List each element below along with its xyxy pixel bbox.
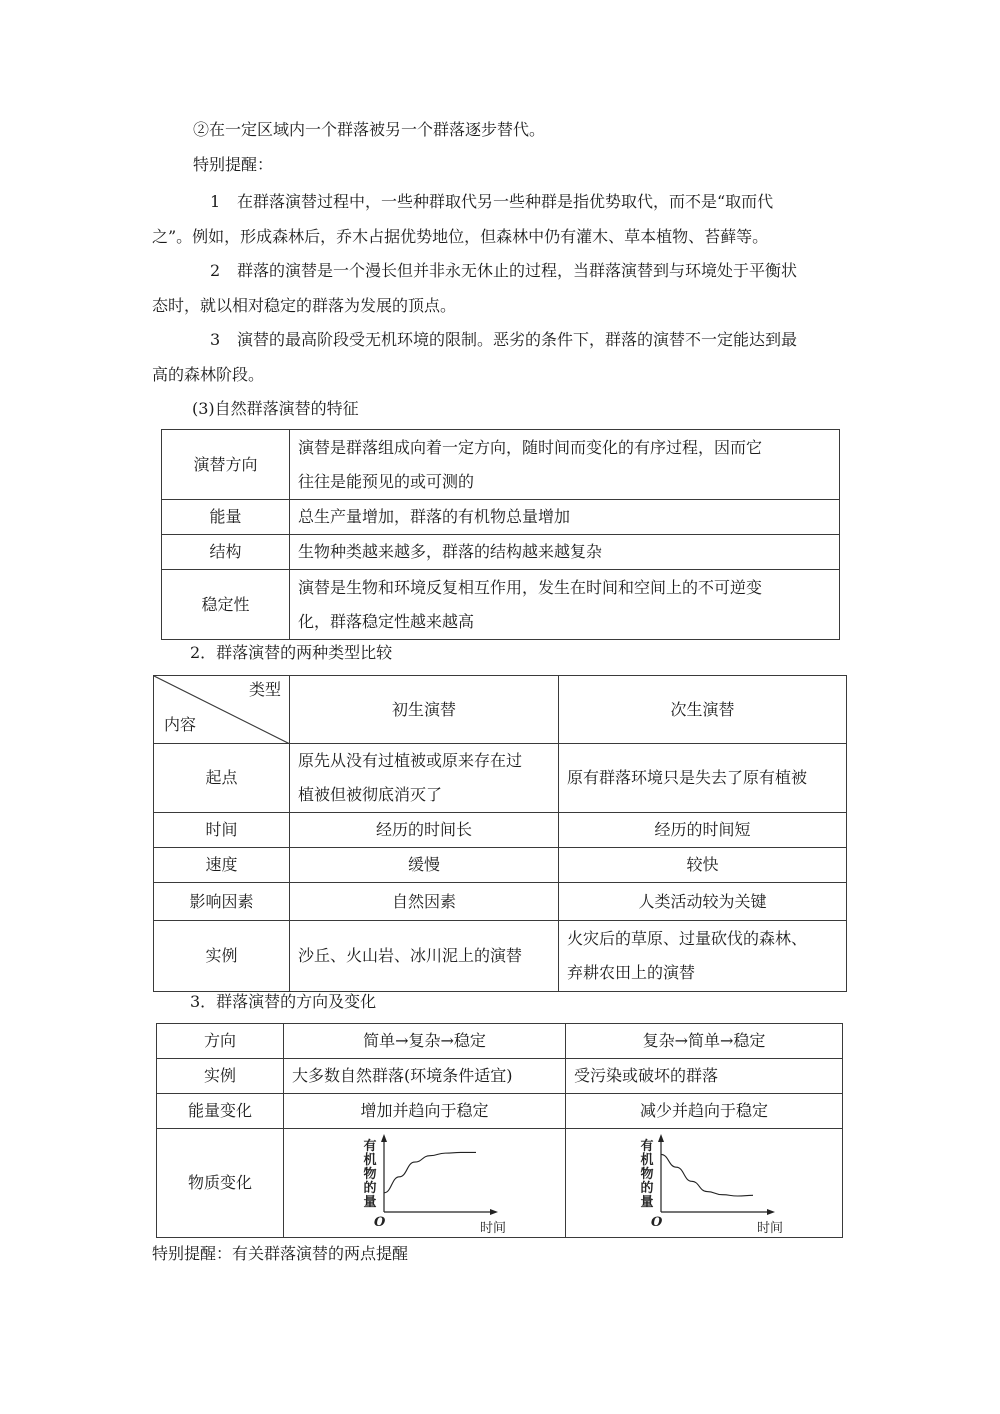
note-text: 在群落演替过程中，一些种群取代另一些种群是指优势取代，而不是“取而代: [237, 192, 774, 211]
y-axis-label-char: 物: [640, 1166, 654, 1182]
cell: 受污染或破坏的群落: [566, 1059, 843, 1094]
origin-label: O: [651, 1214, 663, 1230]
table-row: [154, 921, 847, 992]
table-header-row: [154, 676, 847, 744]
row-content: [290, 430, 840, 500]
cell: 经历的时间短: [559, 813, 847, 848]
row-label: 物质变化: [157, 1129, 284, 1238]
definition-line: ②在一定区域内一个群落被另一个群落逐步替代。: [193, 120, 546, 139]
chart-cell-increase: [284, 1129, 566, 1238]
origin-label: O: [374, 1214, 386, 1230]
chart-increase: [284, 1130, 566, 1237]
note-number: 2: [210, 261, 221, 280]
row-label: 起点: [154, 744, 290, 813]
diag-label-type: 类型: [248, 680, 281, 699]
cell-line: 原先从没有过植被或原来存在过: [298, 751, 523, 770]
note-text-cont: 态时，就以相对稳定的群落为发展的顶点。: [152, 296, 457, 315]
row-label: 结构: [162, 535, 290, 570]
row-content: 生物种类越来越多，群落的结构越来越复杂: [290, 535, 840, 570]
chart-decrease: [566, 1130, 843, 1237]
y-axis-arrow-icon: [381, 1134, 387, 1142]
cell-line: 植被但被彻底消灭了: [298, 785, 443, 804]
diagonal-header-cell: [154, 676, 290, 744]
series-line: [661, 1154, 753, 1196]
note-text-cont: 之”。例如，形成森林后，乔木占据优势地位，但森林中仍有灌木、草本植物、苔藓等。: [152, 227, 769, 246]
cell: 人类活动较为关键: [559, 883, 847, 921]
column-header: 初生演替: [290, 676, 559, 744]
cell: [559, 921, 847, 992]
table-row: [157, 1094, 843, 1129]
cell-line: 火灾后的草原、过量砍伐的森林、: [567, 929, 808, 948]
y-axis-label-char: 量: [640, 1194, 654, 1210]
section-heading-features: (3)自然群落演替的特征: [192, 399, 359, 418]
row-label: 方向: [157, 1024, 284, 1059]
cell: 经历的时间长: [290, 813, 559, 848]
column-header: 次生演替: [559, 676, 847, 744]
cell-line: 弃耕农田上的演替: [567, 963, 696, 982]
table-row: [157, 1059, 843, 1094]
cell: 缓慢: [290, 848, 559, 883]
cell: 较快: [559, 848, 847, 883]
direction-table: [156, 1023, 843, 1238]
row-label: 影响因素: [154, 883, 290, 921]
cell-line: 化，群落稳定性越来越高: [298, 611, 475, 631]
y-axis-label-char: 机: [640, 1152, 654, 1168]
reminder-title: 特别提醒：: [193, 155, 274, 174]
y-axis-label-char: 的: [640, 1180, 654, 1196]
table-row: [162, 430, 840, 500]
table-row: [154, 813, 847, 848]
row-label: 速度: [154, 848, 290, 883]
y-axis-label-char: 量: [363, 1194, 377, 1210]
cell: 沙丘、火山岩、冰川泥上的演替: [290, 921, 559, 992]
table-row: [154, 883, 847, 921]
x-axis-label: 时间: [757, 1220, 784, 1236]
table-row: [154, 848, 847, 883]
row-label: 时间: [154, 813, 290, 848]
cell: 简单→复杂→稳定: [284, 1024, 566, 1059]
y-axis-label-char: 的: [363, 1180, 377, 1196]
cell: [290, 744, 559, 813]
cell-line: 演替是生物和环境反复相互作用，发生在时间和空间上的不可逆变: [298, 577, 763, 597]
y-axis-label-char: 机: [363, 1152, 377, 1168]
table-row: [157, 1024, 843, 1059]
cell: 大多数自然群落(环境条件适宜): [284, 1059, 566, 1094]
row-label: 能量: [162, 500, 290, 535]
y-axis-label-char: 有: [363, 1138, 377, 1154]
note-text: 演替的最高阶段受无机环境的限制。恶劣的条件下，群落的演替不一定能达到最: [237, 330, 798, 349]
cell-line: 往往是能预见的或可测的: [298, 471, 475, 491]
table-row: [154, 744, 847, 813]
series-line: [384, 1152, 476, 1192]
x-axis-arrow-icon: [490, 1209, 498, 1215]
table-row: [157, 1129, 843, 1238]
row-label: 实例: [157, 1059, 284, 1094]
cell-line: 演替是群落组成向着一定方向，随时间而变化的有序过程，因而它: [298, 437, 763, 457]
note-text-cont: 高的森林阶段。: [152, 365, 265, 384]
cell: 减少并趋向于稳定: [566, 1094, 843, 1129]
section-heading-comparison: 2．群落演替的两种类型比较: [190, 643, 393, 662]
row-content: [290, 570, 840, 640]
section-heading-direction: 3．群落演替的方向及变化: [190, 992, 377, 1011]
diag-label-content: 内容: [164, 715, 197, 734]
features-table: [161, 429, 840, 640]
table-row: [162, 500, 840, 535]
y-axis-label-char: 有: [640, 1138, 654, 1154]
cell: 原有群落环境只是失去了原有植被: [559, 744, 847, 813]
footer-reminder: 特别提醒：有关群落演替的两点提醒: [152, 1244, 409, 1263]
row-label: 实例: [154, 921, 290, 992]
y-axis-arrow-icon: [658, 1134, 664, 1142]
cell: 增加并趋向于稳定: [284, 1094, 566, 1129]
note-text: 群落的演替是一个漫长但并非永无休止的过程，当群落演替到与环境处于平衡状: [237, 261, 798, 280]
cell: 自然因素: [290, 883, 559, 921]
note-number: 1: [210, 192, 221, 211]
x-axis-label: 时间: [480, 1220, 507, 1236]
x-axis-arrow-icon: [767, 1209, 775, 1215]
cell: 复杂→简单→稳定: [566, 1024, 843, 1059]
comparison-table: [153, 675, 847, 992]
y-axis-label-char: 物: [363, 1166, 377, 1182]
table-row: [162, 570, 840, 640]
table-row: [162, 535, 840, 570]
chart-cell-decrease: [566, 1129, 843, 1238]
row-label: 稳定性: [162, 570, 290, 640]
row-content: 总生产量增加，群落的有机物总量增加: [290, 500, 840, 535]
row-label: 能量变化: [157, 1094, 284, 1129]
note-number: 3: [210, 330, 221, 349]
row-label: 演替方向: [162, 430, 290, 500]
